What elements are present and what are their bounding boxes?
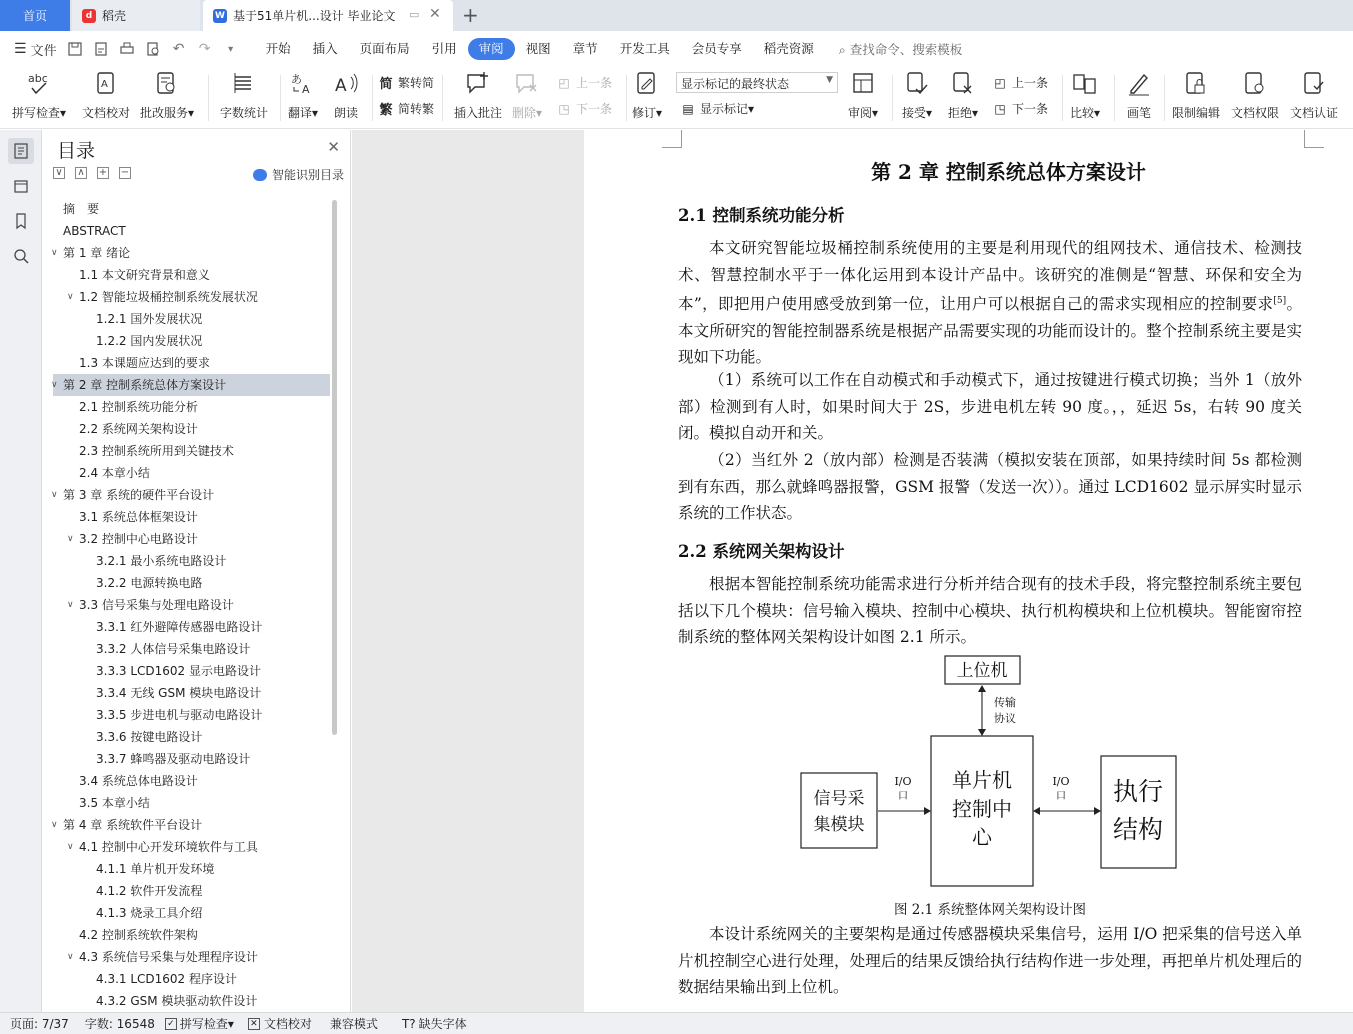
show-markup-button[interactable]: ▤ 显示标记 ▾ [680,100,754,117]
ribbon-divider [626,75,627,121]
compare-button[interactable]: 比较▾ [1070,70,1100,121]
next-change-button[interactable] [992,100,1048,117]
toc-item[interactable] [53,242,330,264]
command-search-label: 查找命令、搜索模板 [849,42,963,57]
doc-permission-icon [1242,70,1268,98]
mcu-box [931,736,1033,886]
toc-item-label: 第 4 章 系统软件平台设计 [63,818,203,832]
read-aloud-button[interactable] [333,70,359,121]
toc-item[interactable] [53,462,330,484]
reject-icon [950,70,976,98]
restore-icon[interactable]: ▭ [409,8,420,21]
pen-label: 画笔 [1126,106,1151,120]
toc-item-label: 1.1 本文研究背景和意义 [79,268,210,282]
tab-bar [0,0,1353,31]
toc-item[interactable] [53,792,330,814]
toc-panel [43,130,351,1012]
toc-item-label: 2.4 本章小结 [79,466,150,480]
markup-state-select[interactable] [676,72,838,93]
toc-item[interactable] [53,902,330,924]
search-icon: ⌕ [838,42,846,57]
add-heading-icon[interactable]: + [98,167,108,178]
menu-tab[interactable]: 开发工具 [619,41,670,56]
toc-item-label: 摘 要 [63,202,100,216]
chevron-down-icon[interactable]: ∨ [67,600,74,610]
pen-icon [1126,70,1152,98]
annotate-service-label: 批改服务 [140,106,189,120]
toc-item-label: 3.3.2 人体信号采集电路设计 [96,642,251,656]
svg-text:A: A [302,83,310,96]
actuator-label-2: 结构 [1112,815,1164,844]
side-rail [0,130,42,1012]
missing-font-status[interactable] [402,1015,467,1032]
translate-button[interactable]: あ A 翻译▾ [288,70,318,121]
kingsoft-logo-icon: d [82,9,96,23]
next-comment-button[interactable] [556,100,612,117]
writer-doc-icon: W [213,9,227,23]
citation-ref[interactable]: [5] [1273,296,1287,306]
ribbon-divider [1114,75,1115,121]
lock-document-icon [1183,70,1209,98]
io-left-label-1: I/O [894,775,912,788]
menu-tab[interactable]: 稻壳资源 [763,41,814,56]
simp-trad-icon: 繁 [379,103,393,118]
delete-comment-label: 删除 [512,106,537,120]
toc-item-label: 1.3 本课题应达到的要求 [79,356,210,370]
menu-tab[interactable]: 插入 [312,41,338,56]
trad-to-simp-button[interactable] [378,74,434,91]
toc-item-label: 4.3.1 LCD1602 程序设计 [96,972,238,986]
mcu-label-3: 心 [972,825,992,849]
undo-icon[interactable]: ↶ [172,41,185,57]
spellcheck-button[interactable]: abc 拼写检查▾ [12,72,67,120]
missing-font-label: 缺失字体 [418,1017,467,1031]
toc-item-label: 3.2.1 最小系统电路设计 [96,554,227,568]
toc-item[interactable] [53,264,330,286]
prev-change-label: 上一条 [1012,76,1049,90]
review-pane-label: 审阅 [848,106,873,120]
svg-text:A: A [335,76,347,96]
ribbon-divider [1164,75,1165,121]
next-comment-label: 下一条 [576,102,613,116]
track-changes-icon [634,70,660,98]
toc-item-label: 4.1.1 单片机开发环境 [96,862,215,876]
compat-mode: 兼容模式 [329,1017,378,1031]
toc-item[interactable] [53,682,330,704]
paragraph-3: （2）当红外 2（放内部）检测是否装满（模拟安装在顶部，如果持续时间 5s 都检测到有东西，那么就蜂鸣器报警，GSM 报警（发送一次））。通过 LCD1602 显示屏实时显示系统的工作状态。 [678,451,1302,522]
proofread-small-icon: ✕ [248,1018,260,1030]
toc-item-label: 3.5 本章小结 [79,796,150,810]
insert-comment-icon [465,70,491,98]
toc-item-label: 3.3.4 无线 GSM 模块电路设计 [96,686,262,700]
read-aloud-icon [333,70,359,98]
sensor-label-1: 信号采 [813,789,865,809]
doc-certify-icon [1301,70,1327,98]
arrowhead [924,807,931,815]
menu-bar [0,31,1353,67]
chevron-down-icon[interactable]: ∨ [67,534,74,544]
smart-toc-button[interactable] [253,166,344,183]
crop-mark [1304,130,1324,148]
sensor-box [801,773,877,848]
simp-to-trad-button[interactable] [378,100,434,117]
doc-certify-button[interactable] [1290,70,1338,121]
review-ribbon [0,67,1353,129]
toc-item[interactable] [53,858,330,880]
delete-comment-button[interactable]: 删除▾ [512,70,542,121]
toc-item[interactable] [53,990,330,1012]
toc-item-label: 2.1 控制系统功能分析 [79,400,198,414]
doc-permission-button[interactable] [1231,70,1279,121]
menu-tab[interactable]: 会员专享 [691,41,742,56]
svg-text:A: A [101,79,108,90]
io-right-label-1: I/O [1052,775,1070,788]
word-count-label: 字数统计 [220,106,269,120]
annotate-service-icon [154,70,180,98]
toc-item-label: 4.1 控制中心开发环境软件与工具 [79,840,258,854]
toc-item[interactable] [53,220,330,242]
ribbon-divider [1062,75,1063,121]
tab-document[interactable] [203,0,453,31]
status-bar [0,1012,1353,1034]
chevron-down-icon[interactable]: ∨ [51,248,58,258]
toc-item[interactable] [53,748,330,770]
section-heading-2-2: 2.2 系统网关架构设计 [678,542,845,561]
toc-item[interactable] [53,330,330,352]
print-icon[interactable] [119,41,135,57]
toc-item-label: 1.2 智能垃圾桶控制系统发展状况 [79,290,258,304]
toc-item-label: 3.2 控制中心电路设计 [79,532,198,546]
page-indicator[interactable]: 页面: 7/37 [10,1017,69,1031]
doc-certify-label: 文档认证 [1290,106,1339,120]
toc-item[interactable] [53,396,330,418]
toc-item-label: 3.2.2 电源转换电路 [96,576,203,590]
toc-item-label: 1.2.2 国内发展状况 [96,334,203,348]
review-pane-icon [850,70,876,98]
menu-tab[interactable]: 章节 [572,41,598,56]
prev-comment-button[interactable] [556,74,612,91]
toc-item[interactable] [53,198,330,220]
toc-item-label: 4.3 系统信号采集与处理程序设计 [79,950,258,964]
menu-tab[interactable]: 审阅 [468,38,515,60]
host-box [945,656,1020,684]
file-menu-label: 文件 [30,43,57,59]
print-preview-icon[interactable] [145,41,161,57]
toc-item-label: 3.3.3 LCD1602 显示电路设计 [96,664,262,678]
toc-item-label: 2.3 控制系统所用到关键技术 [79,444,234,458]
toc-item-label: 4.2 控制系统软件架构 [79,928,198,942]
paragraph-2: （1）系统可以工作在自动模式和手动模式下，通过按键进行模式切换；当外 1（放外部）检测到有人时，如果时间大于 2S，步进电机左转 90 度。，，延迟 5s，右转 90 度关闭。模拟自动开和关。 [678,371,1302,442]
actuator-label-1: 执行 [1112,777,1164,806]
proofread-status[interactable] [248,1015,312,1032]
paragraph-4: 根据本智能控制系统功能需求进行分析并结合现有的技术手段，将完整控制系统主要包括以下几个模块：信号输入模块、控制中心模块、执行机构模块和上位机模块。智能窗帘控制系统的整体网关架构设计如图 2.1 所示。 [678,575,1302,646]
toc-item-label: 第 3 章 系统的硬件平台设计 [63,488,215,502]
toc-item[interactable] [53,638,330,660]
toc-item[interactable] [53,968,330,990]
restrict-edit-button[interactable] [1172,70,1220,121]
tab-document-label: 基于51单片机...设计 毕业论文 [233,9,396,23]
architecture-diagram [792,652,1182,892]
io-right-label-2: 口 [1056,791,1066,802]
paragraph-1-tail: 。本文所研究的智能控制器系统是根据产品需要实现的功能而设计的。整个控制系统主要是实现如下功能。 [678,295,1302,367]
ribbon-divider [442,75,443,121]
toc-item[interactable] [53,440,330,462]
trad-to-simp-label: 繁转简 [398,76,435,90]
io-left-label-2: 口 [898,791,908,802]
toc-item-label: 3.3.1 红外避障传感器电路设计 [96,620,263,634]
smart-toc-label: 智能识别目录 [271,168,344,182]
annotate-service-button[interactable]: 批改服务▾ [140,70,194,121]
proofread-button[interactable] [82,70,130,121]
arrowhead [1033,807,1040,815]
reject-label: 拒绝 [948,106,973,120]
toc-title: 目录 [57,140,96,162]
toc-item-label: 3.1 系统总体框架设计 [79,510,198,524]
dropdown-caret-icon: ▼ [826,75,833,85]
word-count-icon [231,70,257,98]
prev-comment-icon: ◰ [558,75,570,90]
menu-tab[interactable]: 视图 [525,41,551,56]
chevron-down-icon[interactable]: ∨ [51,380,58,390]
doc-permission-label: 文档权限 [1231,106,1280,120]
toc-item[interactable] [53,616,330,638]
host-label: 上位机 [956,661,1008,681]
prev-change-icon: ◰ [994,75,1006,90]
spellcheck-status[interactable]: ✓ 拼写检查 ▾ [165,1015,234,1032]
translate-icon [290,70,316,98]
toc-item[interactable] [53,352,330,374]
show-markup-icon: ▤ [682,101,694,116]
word-count-button[interactable] [220,70,268,121]
checkbox-icon: ✓ [165,1018,177,1030]
toc-item-label: 4.1.2 软件开发流程 [96,884,203,898]
toc-item[interactable] [53,726,330,748]
toc-panel-icon[interactable] [8,138,34,164]
spellcheck-label: 拼写检查 [12,106,61,120]
toc-item[interactable] [53,572,330,594]
read-aloud-label: 朗读 [333,106,358,120]
show-markup-label: 显示标记 [700,102,749,116]
track-changes-label: 修订 [632,106,657,120]
svg-text:abc: abc [28,72,48,85]
pen-button[interactable] [1126,70,1152,121]
delete-comment-icon [514,70,540,98]
chapter-nav-icon[interactable] [8,173,34,199]
simp-to-trad-label: 简转繁 [398,102,435,116]
tab-kingsoft-label: 稻壳 [102,9,127,23]
tab-kingsoft[interactable] [72,0,200,31]
paragraph-5: 本设计系统网关的主要架构是通过传感器模块采集信号，运用 I/O 把采集的信号送入单片机控制空心进行处理，处理后的结果反馈给执行结构作进一步处理，再把单片机处理后的数据结果输出到上位机。 [678,925,1302,996]
collapse-all-icon[interactable]: ∨ [53,167,65,179]
arrowhead [978,729,986,736]
toc-item[interactable] [53,374,330,396]
paragraph-1-text: 本文研究智能垃圾桶控制系统使用的主要是利用现代的组网技术、通信技术、检测技术、智慧控制水平于一体化运用到本设计产品中。该研究的准侧是“智慧、环保和安全为本”，即把用户使用感受放到第一位，让用户可以根据自己的需求实现相应的控制要求 [678,239,1302,314]
protocol-label-1: 传输 [994,696,1016,709]
restrict-edit-label: 限制编辑 [1172,106,1221,120]
next-change-icon: ◳ [994,101,1006,116]
redo-icon[interactable]: ↷ [198,41,211,57]
track-changes-button[interactable]: 修订▾ [632,70,662,121]
ribbon-divider [280,75,281,121]
toc-item-label: 3.3.7 蜂鸣器及驱动电路设计 [96,752,251,766]
spellcheck-status-label: 拼写检查 [179,1017,228,1031]
chevron-down-icon[interactable]: ∨ [51,490,58,500]
tab-home-label: 首页 [22,9,47,23]
proofread-label: 文档校对 [82,106,131,120]
chevron-down-icon[interactable]: ∨ [67,952,74,962]
toc-item[interactable] [53,308,330,330]
export-pdf-icon[interactable] [93,41,109,57]
compare-icon [1072,70,1098,98]
find-icon[interactable] [8,243,34,269]
toc-item-label: 第 2 章 控制系统总体方案设计 [63,378,227,392]
new-tab-icon[interactable]: + [462,3,479,27]
arrowhead [978,685,986,692]
toc-item-label: 3.4 系统总体电路设计 [79,774,198,788]
mcu-label-1: 单片机 [952,768,1012,792]
proofread-icon [93,70,119,98]
proofread-status-label: 文档校对 [263,1017,312,1031]
accept-button[interactable]: 接受▾ [902,70,932,121]
close-tab-icon[interactable]: ✕ [429,6,441,22]
prev-change-button[interactable] [992,74,1048,91]
toc-item[interactable] [53,506,330,528]
toc-item[interactable] [53,880,330,902]
actuator-box [1101,756,1176,868]
toc-item-label: 第 1 章 绪论 [63,246,131,260]
paragraph-1 [678,235,1302,371]
toc-item-label: 4.1.3 烧录工具介绍 [96,906,203,920]
toc-item[interactable] [53,924,330,946]
svg-text:あ: あ [291,73,303,86]
hamburger-icon: ☰ [14,41,27,57]
toc-item[interactable] [53,286,330,308]
toc-item[interactable] [53,484,330,506]
missing-font-icon: T? [401,1016,416,1031]
word-count-indicator[interactable]: 字数: 16548 [84,1017,155,1031]
ribbon-divider [892,75,893,121]
toc-item-label: 3.3 信号采集与处理电路设计 [79,598,234,612]
save-icon[interactable] [67,41,83,57]
toc-item-label: 1.2.1 国外发展状况 [96,312,203,326]
sensor-label-2: 集模块 [813,815,865,835]
toc-item[interactable] [53,770,330,792]
toc-list [51,198,330,1008]
translate-label: 翻译 [288,106,313,120]
spellcheck-icon [26,70,52,98]
menu-tab[interactable]: 页面布局 [359,41,410,56]
insert-comment-label: 插入批注 [454,106,503,120]
accept-label: 接受 [902,106,927,120]
ribbon-divider [208,75,209,121]
toc-item[interactable] [53,418,330,440]
mcu-label-2: 控制中 [952,797,1012,821]
toc-item[interactable] [53,660,330,682]
menu-tab[interactable]: 引用 [431,41,457,56]
toc-item-label: ABSTRACT [63,224,126,238]
toc-item[interactable] [53,814,330,836]
toc-item[interactable] [53,836,330,858]
toc-item[interactable] [53,946,330,968]
remove-heading-icon[interactable]: − [120,167,130,178]
section-heading-2-1: 2.1 控制系统功能分析 [678,206,845,225]
crop-mark [662,130,682,148]
ribbon-tabs [255,38,825,60]
prev-comment-label: 上一条 [576,76,613,90]
menu-tab[interactable]: 开始 [265,41,291,56]
toc-item[interactable] [53,550,330,572]
toc-item[interactable] [53,704,330,726]
chevron-down-icon[interactable]: ∨ [51,820,58,830]
chevron-down-icon[interactable]: ∨ [67,842,74,852]
chevron-down-icon[interactable]: ∨ [67,292,74,302]
protocol-label-2: 协议 [994,712,1016,725]
bookmark-icon[interactable] [8,208,34,234]
trad-simp-icon: 简 [379,77,393,92]
insert-comment-button[interactable] [454,70,502,121]
toc-item-label: 4.3.2 GSM 模块驱动软件设计 [96,994,258,1008]
document-area [352,130,1353,1012]
toc-item-label: 2.2 系统网关架构设计 [79,422,198,436]
smart-robot-icon [253,169,267,181]
file-menu[interactable] [14,40,57,59]
next-comment-icon: ◳ [558,101,570,116]
figure-caption: 图 2.1 系统整体网关架构设计图 [893,902,1087,918]
toc-item-label: 3.3.5 步进电机与驱动电路设计 [96,708,263,722]
ribbon-divider [372,75,373,121]
accept-icon [904,70,930,98]
chapter-heading: 第 2 章 控制系统总体方案设计 [871,160,1146,184]
next-change-label: 下一条 [1012,102,1049,116]
toc-item[interactable] [53,528,330,550]
reject-button[interactable]: 拒绝▾ [948,70,978,121]
compare-label: 比较 [1070,106,1095,120]
more-chevron-icon[interactable]: ▾ [228,43,234,55]
markup-state-value: 显示标记的最终状态 [681,77,790,91]
expand-all-icon[interactable]: ∧ [75,167,87,179]
tab-home[interactable] [0,0,70,31]
command-search[interactable] [839,40,963,58]
arrowhead [1094,807,1101,815]
toc-scrollbar[interactable] [332,200,337,735]
toc-item[interactable] [53,594,330,616]
toc-item-label: 3.3.6 按键电路设计 [96,730,203,744]
review-pane-button[interactable]: 审阅▾ [848,70,878,121]
close-icon[interactable]: ✕ [327,138,340,156]
